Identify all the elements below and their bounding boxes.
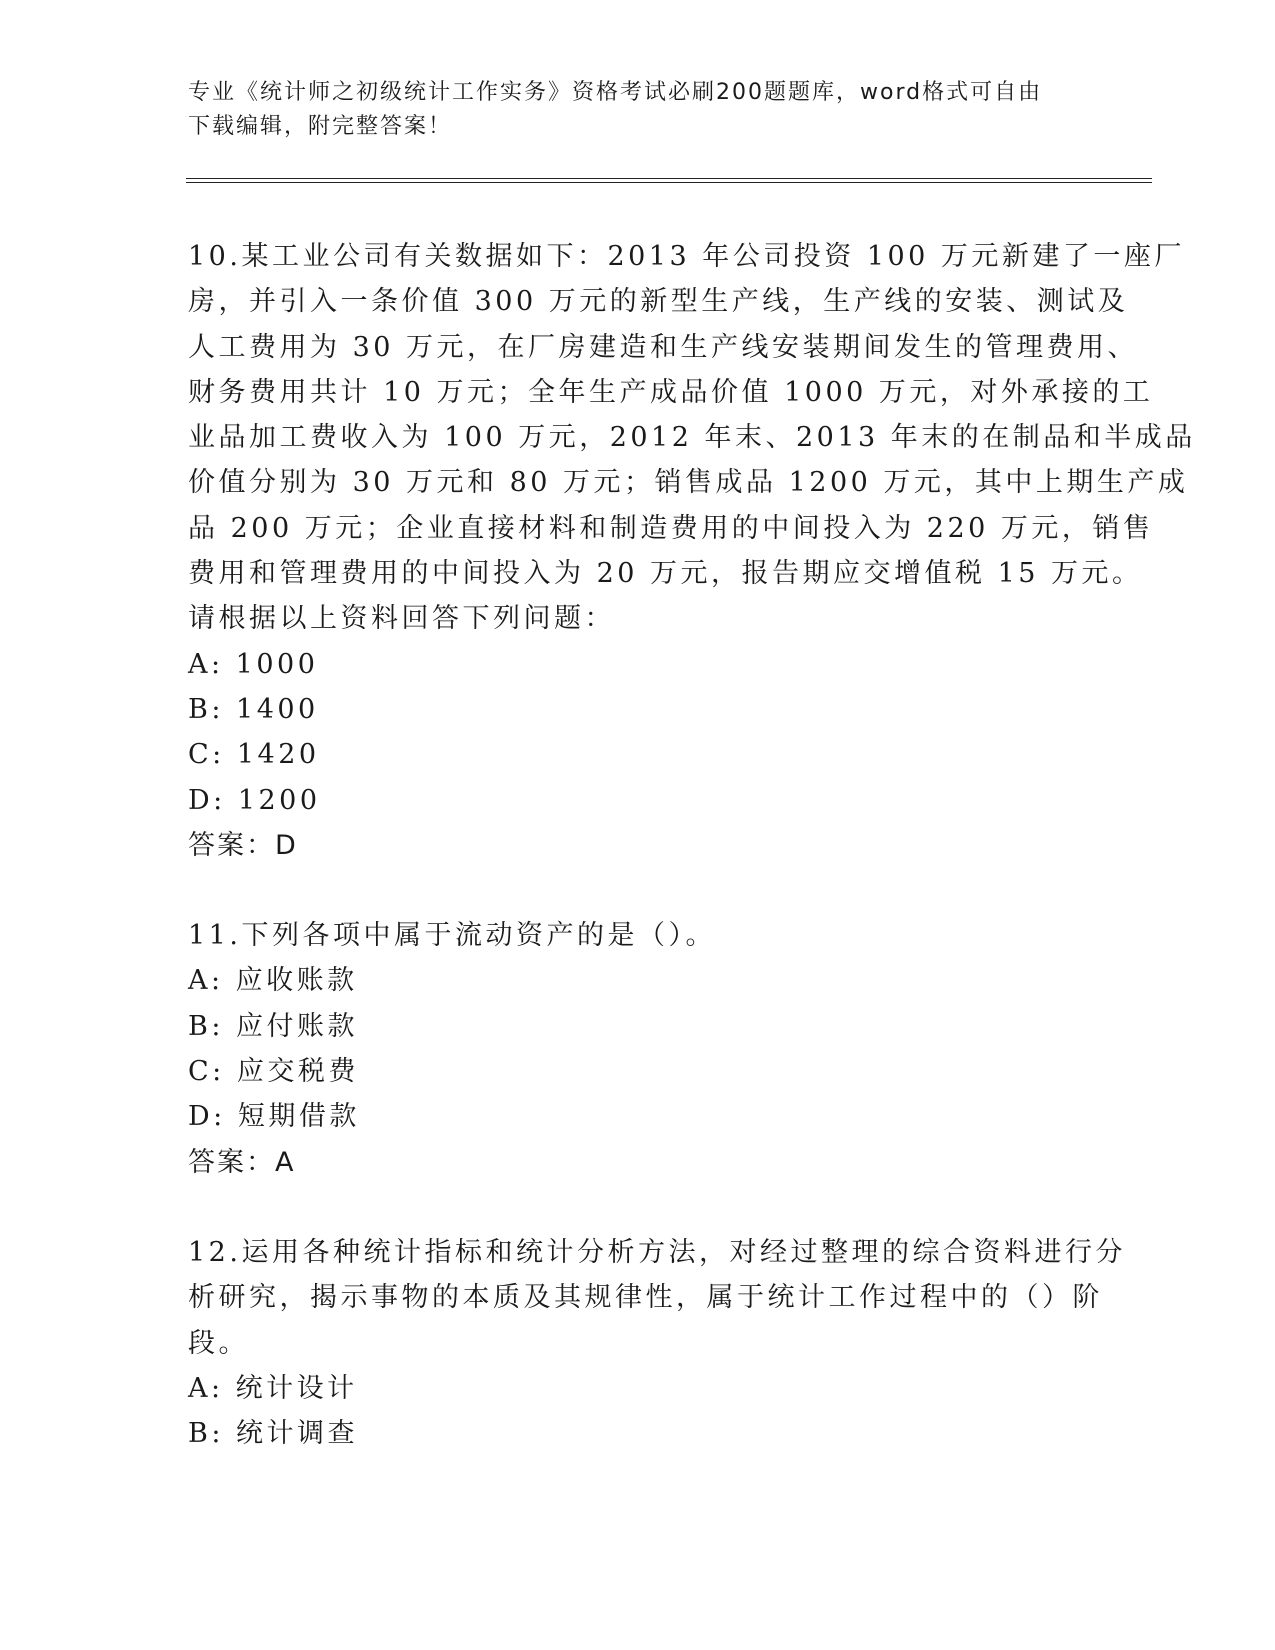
question-text-line: 段。 [188, 1327, 249, 1359]
document-header [188, 76, 1068, 144]
option-b: B: 应付账款 [188, 1010, 359, 1042]
document-body [188, 234, 1196, 1456]
option-c: C: 1420 [188, 739, 320, 771]
option-d: D: 短期借款 [188, 1101, 360, 1133]
question-text-line: 析研究，揭示事物的本质及其规律性，属于统计工作过程中的（）阶 [188, 1282, 1103, 1314]
option-a: A: 统计设计 [188, 1372, 358, 1404]
header-divider-bottom [186, 182, 1152, 183]
question-text-line: 人工费用为 30 万元，在厂房建造和生产线安装期间发生的管理费用、 [188, 331, 1139, 363]
question-spacer [188, 868, 1088, 913]
question-text-line: 房，并引入一条价值 300 万元的新型生产线，生产线的安装、测试及 [188, 286, 1129, 318]
question-text-line: 12.运用各种统计指标和统计分析方法，对经过整理的综合资料进行分 [188, 1236, 1126, 1268]
question-text-line: 请根据以上资料回答下列问题： [188, 603, 615, 635]
option-d: D: 1200 [188, 784, 321, 816]
question-10 [188, 234, 1196, 868]
question-text-line: 财务费用共计 10 万元；全年生产成品价值 1000 万元，对外承接的工 [188, 376, 1154, 408]
option-a: A: 1000 [188, 648, 319, 680]
header-line-1: 专业《统计师之初级统计工作实务》资格考试必刷200题题库，word格式可自由 [188, 80, 1043, 105]
option-a: A: 应收账款 [188, 965, 358, 997]
answer-line: 答案：D [188, 829, 298, 861]
question-text-line: 价值分别为 30 万元和 80 万元；销售成品 1200 万元，其中上期生产成 [188, 467, 1189, 499]
question-11 [188, 913, 1088, 1185]
question-text-line: 10.某工业公司有关数据如下：2013 年公司投资 100 万元新建了一座厂 [188, 241, 1185, 272]
question-12 [188, 1230, 1126, 1456]
option-b: B: 统计调查 [188, 1418, 359, 1450]
question-text-line: 11.下列各项中属于流动资产的是（）。 [188, 920, 716, 952]
option-c: C: 应交税费 [188, 1056, 359, 1088]
answer-line: 答案：A [188, 1146, 296, 1178]
question-text-line: 品 200 万元；企业直接材料和制造费用的中间投入为 220 万元，销售 [188, 512, 1154, 544]
question-spacer [188, 1185, 1088, 1230]
header-line-2: 下载编辑，附完整答案！ [188, 114, 453, 139]
question-text-line: 业品加工费收入为 100 万元，2012 年末、2013 年末的在制品和半成品 [188, 422, 1196, 454]
option-b: B: 1400 [188, 693, 319, 725]
header-divider-top [186, 178, 1152, 179]
question-text-line: 费用和管理费用的中间投入为 20 万元，报告期应交增值税 15 万元。 [188, 558, 1143, 590]
